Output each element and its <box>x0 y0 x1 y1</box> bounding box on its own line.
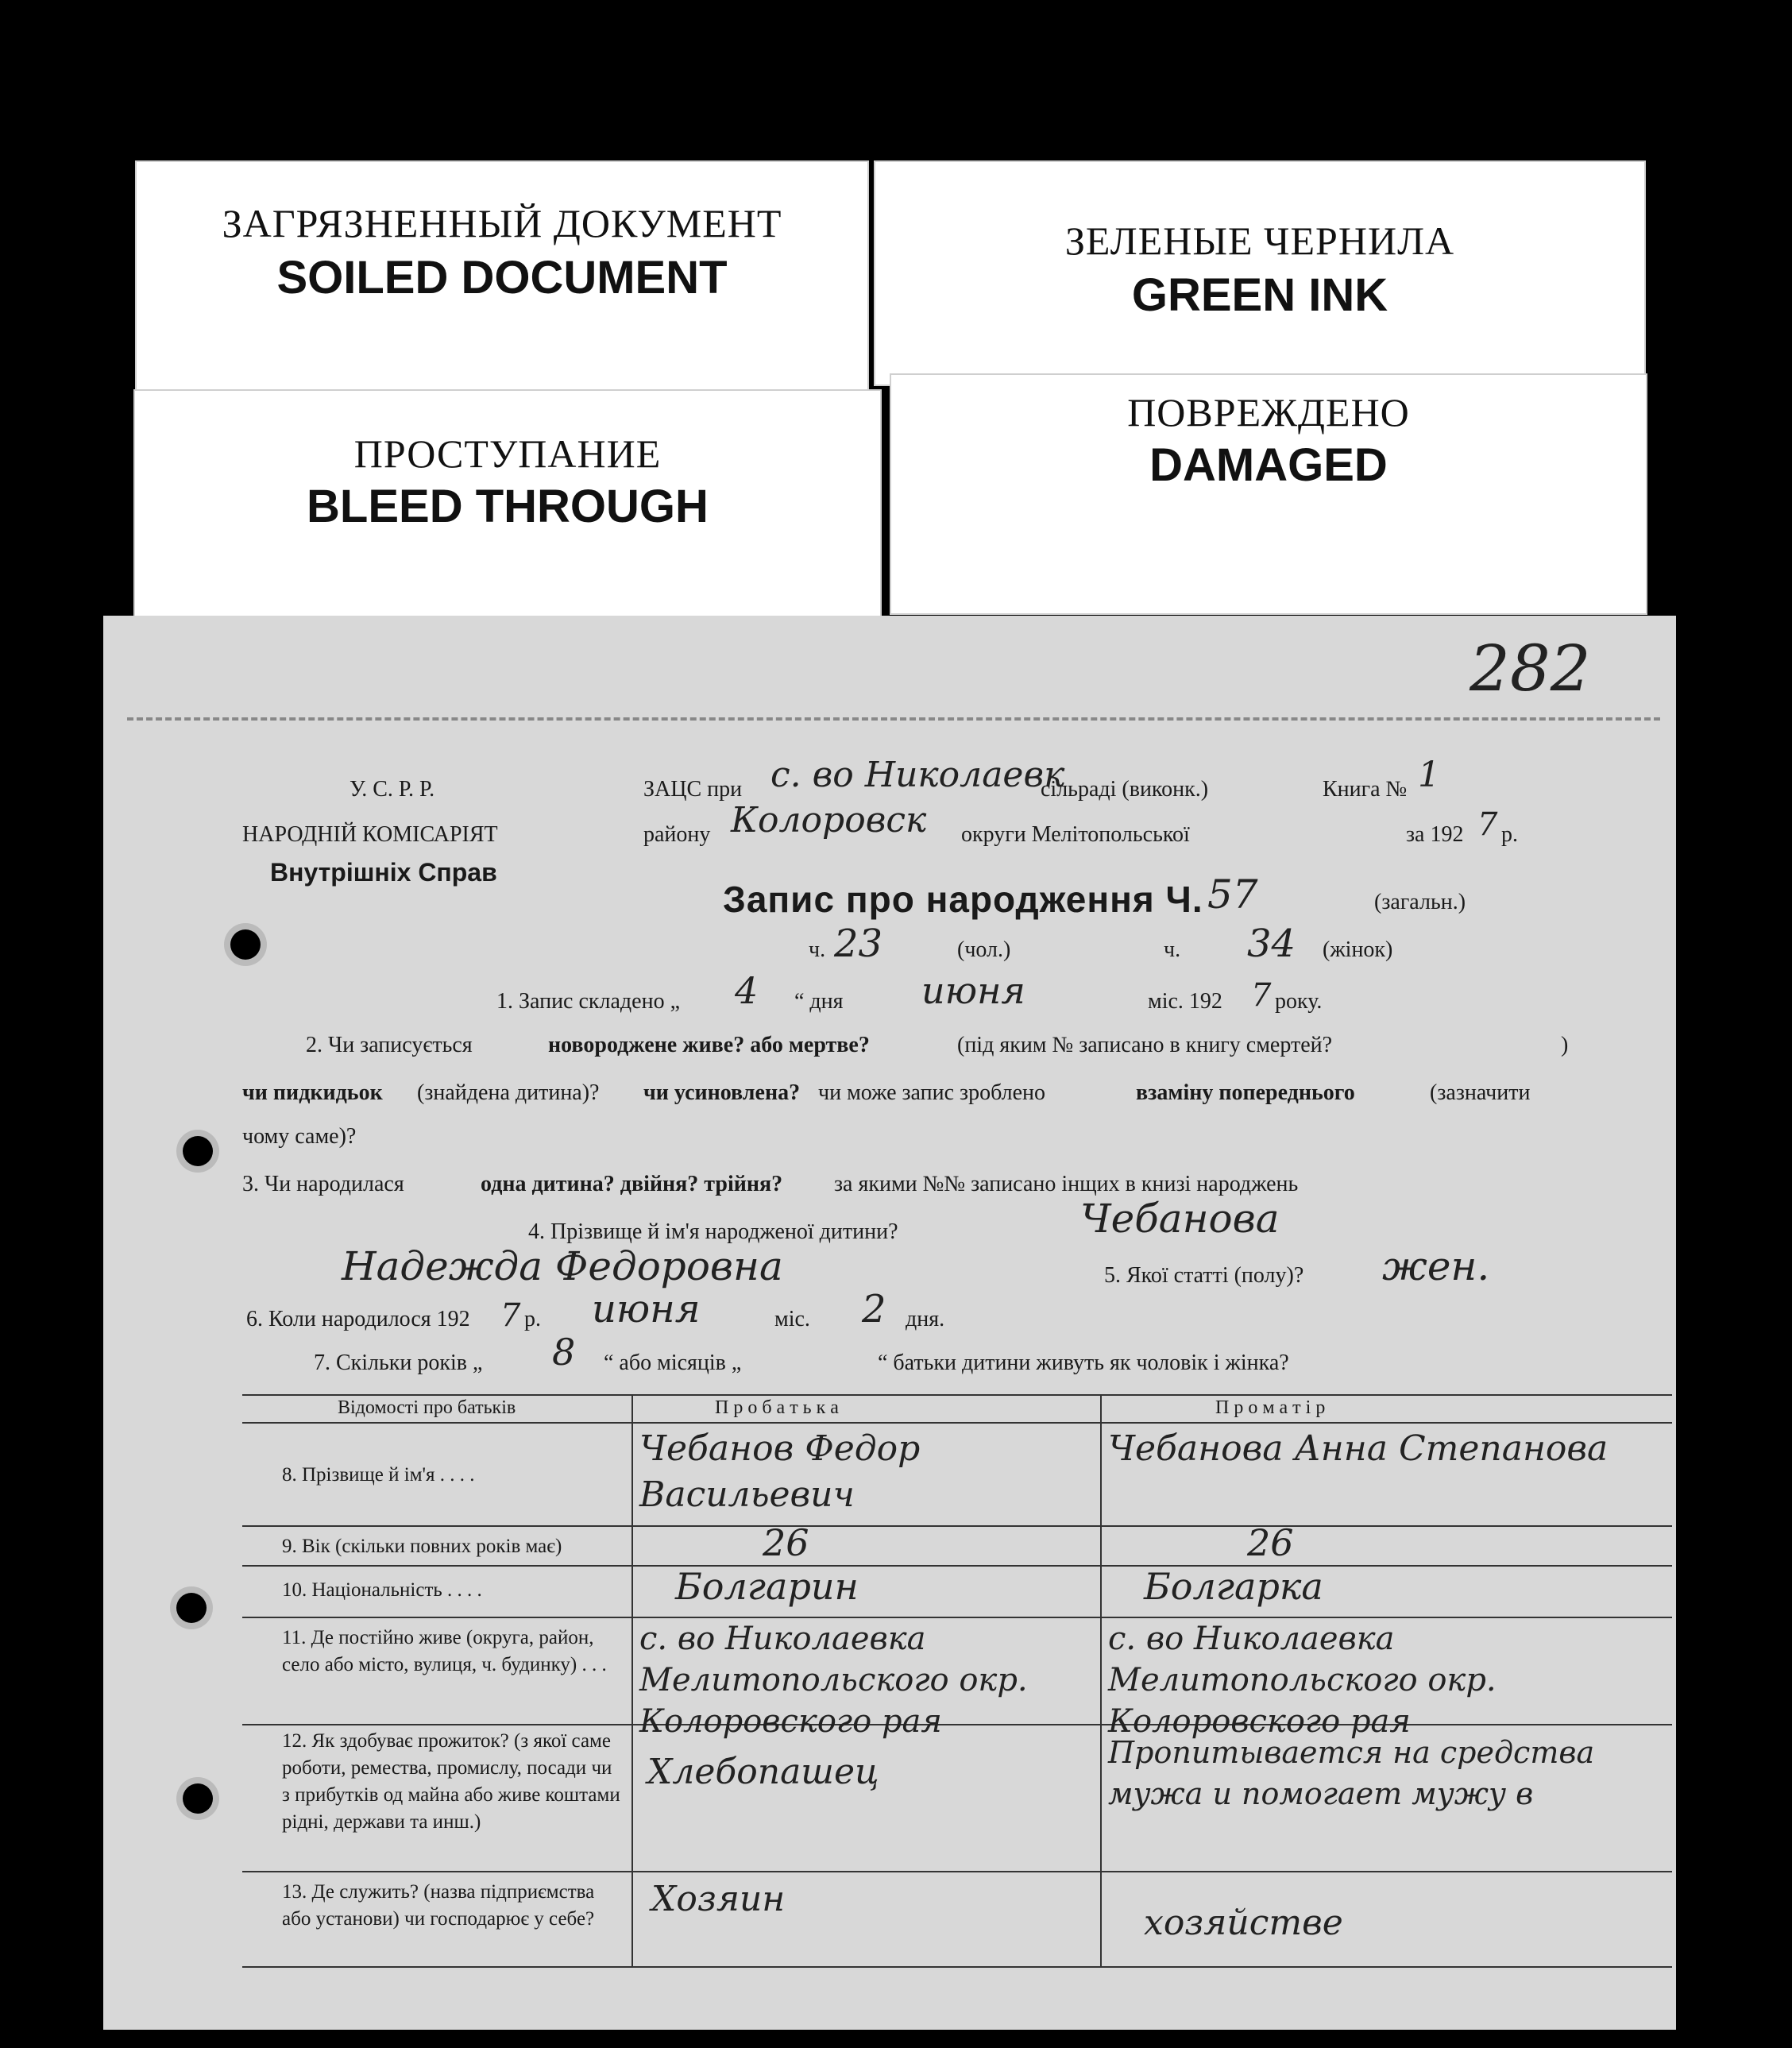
green-en-label: GREEN INK <box>1131 269 1388 321</box>
total-label: (загальн.) <box>1374 890 1466 914</box>
mother-nationality-value: Болгарка <box>1144 1565 1323 1608</box>
punch-hole <box>183 1136 213 1166</box>
q6-day-label: дня. <box>906 1307 945 1331</box>
row-label-residence: 11. Де постійно живе (округа, район, село або місто, вулиця, ч. будинку) . . . <box>282 1627 607 1675</box>
q2-live-dead: новороджене живе? або мертве? <box>548 1033 870 1057</box>
q7-question: “ батьки дитини живуть як чоловік і жінка? <box>878 1351 1289 1375</box>
q2-specify: (зазначити <box>1430 1080 1531 1105</box>
row-label-name: 8. Прізвище й ім'я . . . . <box>282 1464 475 1486</box>
green-ru-label: ЗЕЛЕНЫЕ ЧЕРНИЛА <box>1064 218 1455 263</box>
damaged-en-label: DAMAGED <box>1149 439 1388 491</box>
mother-livelihood-value: Пропитывается на средства мужа и помогает мужу в <box>1108 1735 1595 1811</box>
q2-adopted: чи усиновлена? <box>643 1080 801 1105</box>
female-prefix: ч. <box>1164 937 1181 962</box>
mother-name-value: Чебанова Анна Степанова <box>1108 1428 1609 1469</box>
male-prefix: ч. <box>809 937 826 962</box>
year-suffix: р. <box>1501 822 1518 847</box>
q6-month-value: июня <box>592 1287 701 1331</box>
q1-year-value: 7 <box>1251 977 1272 1014</box>
mother-age-value: 26 <box>1247 1521 1294 1564</box>
q2-label: 2. Чи записується <box>306 1033 473 1057</box>
perforation-line <box>127 717 1660 721</box>
female-number-value: 34 <box>1247 922 1296 966</box>
q7-years-value: 8 <box>552 1331 576 1374</box>
father-work-value: Хозяин <box>651 1879 786 1919</box>
q6-label: 6. Коли народилося 192 <box>246 1307 470 1331</box>
record-title: Запис про народження Ч. <box>723 879 1203 920</box>
book-value: 1 <box>1418 755 1440 795</box>
q3-numbers: за якими №№ записано інщих в книзі народжень <box>834 1172 1299 1196</box>
male-label: (чол.) <box>957 937 1011 962</box>
q1-label: 1. Запис складено „ <box>496 989 680 1014</box>
father-nationality-value: Болгарин <box>675 1565 859 1608</box>
soiled-document-card <box>135 160 869 410</box>
q5-sex-value: жен. <box>1382 1243 1490 1289</box>
q6-day-value: 2 <box>862 1287 886 1331</box>
bleed-en-label: BLEED THROUGH <box>307 481 709 532</box>
q2-foundling: чи пидкидьок <box>242 1080 383 1105</box>
q4-surname-value: Чебанова <box>1080 1196 1280 1242</box>
father-name-value: Чебанов Федор Васильевич <box>639 1428 921 1515</box>
mother-residence-value: с. во Николаевка Мелитопольского окр. Колоровского рая <box>1108 1621 1497 1740</box>
q6-year-value: 7 <box>500 1297 521 1334</box>
q7-months-label: “ або місяців „ <box>604 1351 742 1375</box>
q7-label: 7. Скільки років „ <box>314 1351 483 1375</box>
punch-hole <box>183 1783 213 1814</box>
raion-label: району <box>643 822 711 847</box>
q1-day-value: 4 <box>735 969 759 1012</box>
q5-label: 5. Якої статті (полу)? <box>1104 1263 1304 1288</box>
q3-options: одна дитина? двійня? трійня? <box>481 1172 783 1196</box>
raion-value: Колоровск <box>731 800 927 840</box>
q2-found-child: (знайдена дитина)? <box>417 1080 600 1105</box>
table-header-mother: П р о м а т і р <box>1215 1397 1326 1418</box>
q6-month-label: міс. <box>774 1307 810 1331</box>
punch-hole <box>230 929 261 960</box>
ussr-label: У. С. Р. Р. <box>350 777 435 802</box>
q1-year-label: року. <box>1275 989 1323 1014</box>
father-residence-value: с. во Николаевка Мелитопольского окр. Колоровского рая <box>639 1621 1028 1740</box>
zags-label: ЗАЦС при <box>643 777 743 802</box>
row-label-nationality: 10. Національність . . . . <box>282 1579 482 1601</box>
year-value: 7 <box>1477 806 1498 843</box>
table-header-father: П р о б а т ь к а <box>715 1397 839 1418</box>
total-number-value: 57 <box>1207 871 1258 918</box>
page-number: 282 <box>1470 632 1591 705</box>
q1-day-label: “ дня <box>794 989 844 1014</box>
q6-year-label: р. <box>524 1307 541 1331</box>
q1-month-label: міс. 192 <box>1148 989 1222 1014</box>
birth-record-form <box>103 616 1676 2030</box>
row-label-livelihood: 12. Як здобуває прожиток? (з якої саме роботи, ремества, промислу, посади чи з прибутків од майна або живе коштами рідні, держави та инш.) <box>282 1730 620 1833</box>
q2-previous: взаміну попереднього <box>1136 1080 1355 1105</box>
bleed-ru-label: ПРОСТУПАНИЕ <box>353 431 662 476</box>
damaged-card <box>890 373 1647 615</box>
commissariat-label: НАРОДНІЙ КОМІСАРІЯТ <box>242 822 498 847</box>
damaged-ru-label: ПОВРЕЖДЕНО <box>1127 390 1410 435</box>
q4-name-value: Надежда Федоровна <box>342 1243 783 1289</box>
mother-work-value: хозяйстве <box>1144 1903 1343 1943</box>
q2-instead: чи може запис зроблено <box>818 1080 1046 1105</box>
okrug-label: округи Мелітопольської <box>961 822 1190 847</box>
father-livelihood-value: Хлебопашец <box>647 1752 879 1792</box>
q3-label: 3. Чи народилася <box>242 1172 404 1196</box>
male-number-value: 23 <box>834 922 883 966</box>
soiled-en-label: SOILED DOCUMENT <box>276 252 728 303</box>
punch-hole <box>176 1593 207 1623</box>
bleed-through-card <box>133 389 882 623</box>
row-label-age: 9. Вік (скільки повних років має) <box>282 1536 562 1557</box>
row-label-work: 13. Де служить? (назва підприємства або установи) чи господарює у себе? <box>282 1881 595 1930</box>
q2-why: чому саме)? <box>242 1124 357 1149</box>
q4-label: 4. Прізвище й ім'я народженої дитини? <box>528 1219 898 1244</box>
village-value: с. во Николаевк <box>770 755 1065 795</box>
soiled-ru-label: ЗАГРЯЗНЕННЫЙ ДОКУМЕНТ <box>222 201 782 245</box>
q2-death-book: (під яким № записано в книгу смертей? <box>957 1033 1333 1057</box>
green-ink-card <box>874 160 1646 386</box>
father-age-value: 26 <box>763 1521 809 1564</box>
book-label: Книга № <box>1323 777 1408 802</box>
q2-close: ) <box>1561 1033 1569 1057</box>
table-header-info: Відомості про батьків <box>338 1397 516 1418</box>
female-label: (жінок) <box>1323 937 1393 962</box>
selradi-label: сільраді (виконк.) <box>1041 777 1209 802</box>
q1-month-value: июня <box>921 969 1025 1012</box>
internal-affairs-label: Внутрішніх Справ <box>270 858 497 887</box>
year-label: за 192 <box>1406 822 1464 847</box>
